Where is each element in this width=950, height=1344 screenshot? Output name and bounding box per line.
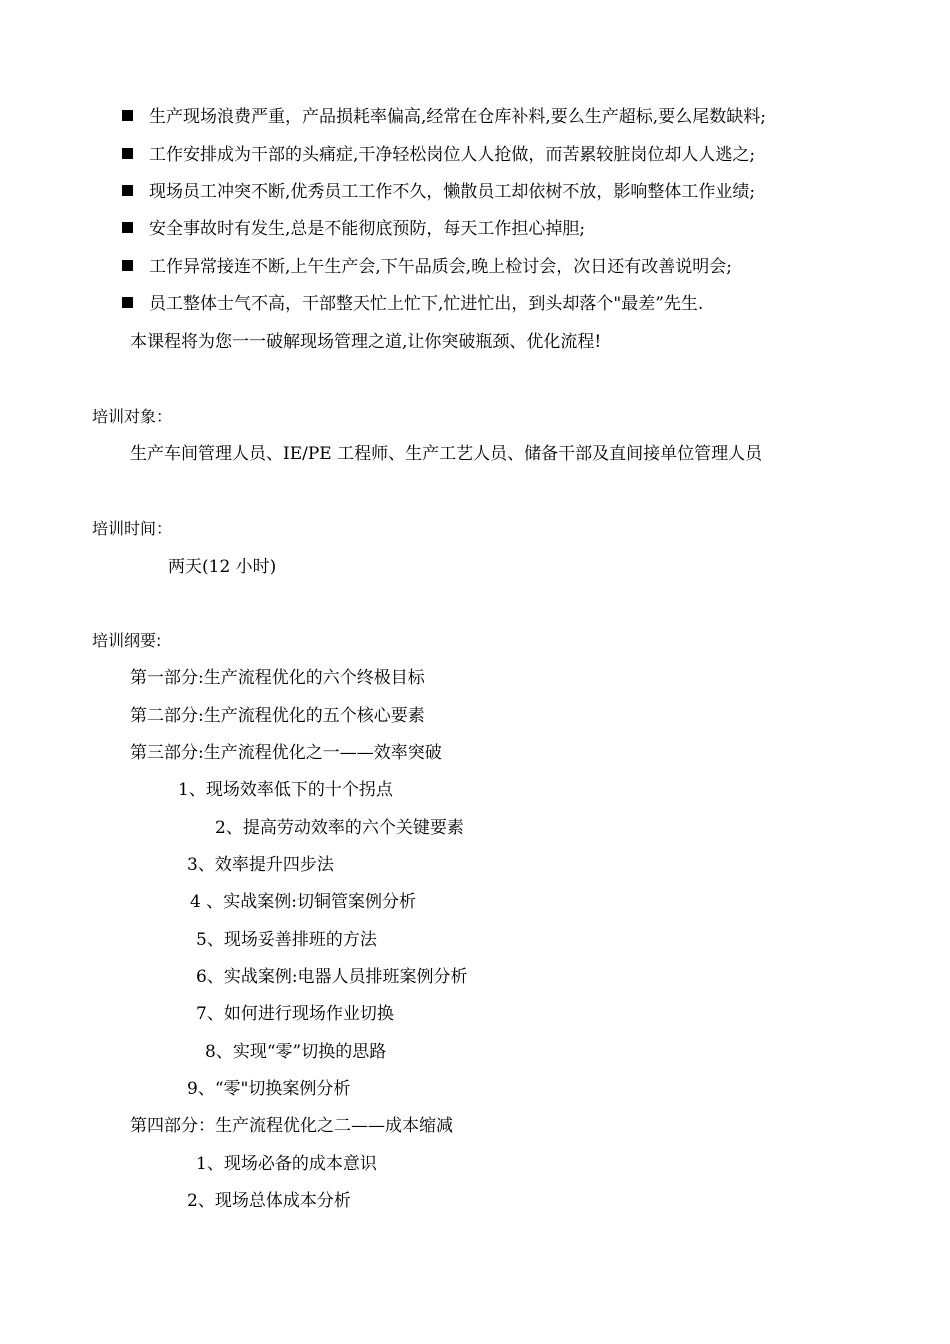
outline-part-1: 第一部分:生产流程优化的六个终极目标 (130, 668, 425, 688)
square-bullet-icon (122, 185, 133, 196)
bullet-item (122, 181, 755, 203)
bullet-text: 员工整体士气不高，干部整天忙上忙下,忙进忙出，到头却落个"最差”先生. (149, 294, 704, 314)
bullet-item (122, 144, 755, 166)
outline-item: 7、如何进行现场作业切换 (196, 1004, 394, 1024)
target-heading: 培训对象： (92, 407, 173, 426)
outline-item: 9、“零"切换案例分析 (187, 1079, 351, 1099)
outline-item: 6、实战案例:电器人员排班案例分析 (196, 967, 468, 987)
outline-item: 4 、实战案例:切铜管案例分析 (190, 892, 416, 912)
square-bullet-icon (122, 110, 133, 121)
outline-part-4: 第四部分：生产流程优化之二——成本缩减 (130, 1116, 453, 1136)
bullet-text: 现场员工冲突不断,优秀员工工作不久，懒散员工却依树不放，影响整体工作业绩; (149, 182, 756, 202)
outline-item: 5、现场妥善排班的方法 (196, 930, 377, 950)
bullet-item (122, 218, 585, 240)
outline-item: 2、现场总体成本分析 (187, 1191, 351, 1211)
bullet-text: 安全事故时有发生,总是不能彻底预防，每天工作担心掉胆; (149, 219, 586, 239)
square-bullet-icon (122, 148, 133, 159)
intro-paragraph: 本课程将为您一一破解现场管理之道,让你突破瓶颈、优化流程! (130, 332, 602, 352)
bullet-item (122, 106, 766, 128)
outline-item: 2、提高劳动效率的六个关键要素 (215, 818, 464, 838)
outline-part-3: 第三部分:生产流程优化之一——效率突破 (130, 743, 442, 763)
outline-item: 3、效率提升四步法 (187, 855, 334, 875)
square-bullet-icon (122, 297, 133, 308)
square-bullet-icon (122, 222, 133, 233)
outline-item: 1、现场效率低下的十个拐点 (178, 780, 393, 800)
outline-part-2: 第二部分:生产流程优化的五个核心要素 (130, 706, 425, 726)
outline-item: 8、实现“零”切换的思路 (205, 1042, 387, 1062)
outline-item: 1、现场必备的成本意识 (196, 1154, 377, 1174)
bullet-item (122, 293, 703, 315)
square-bullet-icon (122, 260, 133, 271)
bullet-item (122, 256, 732, 278)
bullet-text: 生产现场浪费严重，产品损耗率偏高,经常在仓库补料,要么生产超标,要么尾数缺料; (149, 107, 766, 127)
outline-heading: 培训纲要: (92, 631, 162, 650)
time-text: 两天(12 小时) (168, 557, 277, 577)
bullet-text: 工作安排成为干部的头痛症,干净轻松岗位人人抢做，而苦累较脏岗位却人人逃之; (149, 145, 756, 165)
bullet-text: 工作异常接连不断,上午生产会,下午品质会,晚上检讨会，次日还有改善说明会; (149, 257, 732, 277)
target-text: 生产车间管理人员、IE/PE 工程师、生产工艺人员、储备干部及直间接单位管理人员 (130, 444, 763, 464)
time-heading: 培训时间： (92, 519, 173, 538)
